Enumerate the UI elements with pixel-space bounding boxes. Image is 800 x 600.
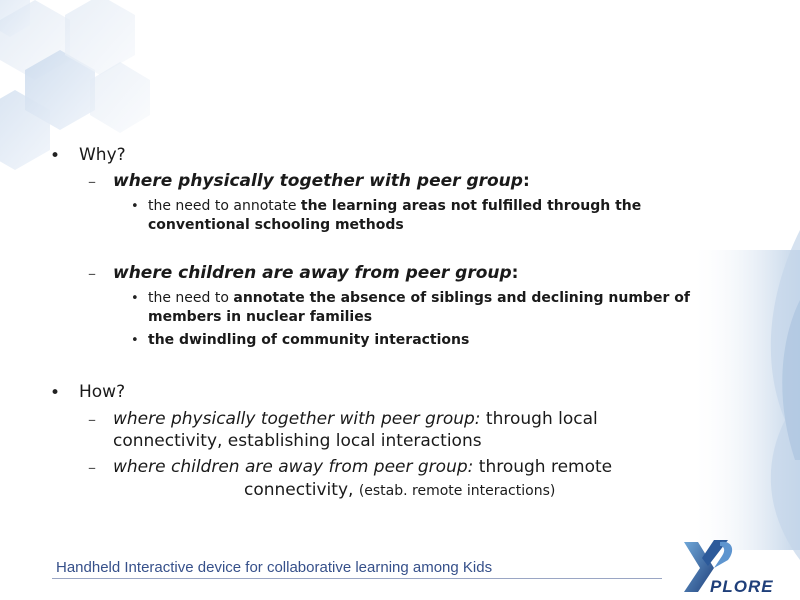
footer-divider <box>52 578 662 579</box>
xplore-logo <box>680 538 790 596</box>
dash-icon: – <box>88 264 96 283</box>
bullet-icon: • <box>131 291 139 306</box>
dash-icon: – <box>88 458 96 477</box>
why-item-away <box>113 262 713 284</box>
subitem-plain: the need to <box>148 290 234 306</box>
subitem-bold: the learning areas not fulfilled through the conventional schooling methods <box>148 198 642 233</box>
section-heading-how: How? <box>79 382 126 402</box>
why-subitem-annotate-learning <box>148 197 708 235</box>
dash-icon: – <box>88 172 96 191</box>
footer-title: Handheld Interactive device for collaborative learning among Kids <box>56 559 493 576</box>
bullet-icon: • <box>131 333 139 348</box>
subitem-plain: the need to annotate <box>148 198 301 214</box>
xplore-logo-icon <box>680 538 790 596</box>
logo-text: PLORE <box>710 577 774 596</box>
item-title: where physically together with peer group: <box>113 409 481 429</box>
subitem-bold: annotate the absence of siblings and declining number of members in nuclear families <box>148 290 690 325</box>
section-heading-why: Why? <box>79 145 126 165</box>
dash-icon: – <box>88 410 96 429</box>
bullet-icon: • <box>50 146 61 166</box>
why-subitem-community <box>148 331 748 350</box>
item-rest: connectivity, <box>244 480 359 500</box>
item-title: where children are away from peer group: <box>113 457 474 477</box>
item-title: where physically together with peer group <box>113 171 523 191</box>
item-title: where children are away from peer group <box>113 263 512 283</box>
bullet-icon: • <box>131 199 139 214</box>
why-subitem-annotate-absence <box>148 289 748 327</box>
how-item-together <box>113 408 673 452</box>
how-item-away <box>113 456 713 478</box>
bullet-icon: • <box>50 383 61 403</box>
item-colon: : <box>522 171 530 191</box>
item-colon: : <box>511 263 519 283</box>
item-rest: through local connectivity, establishing local interactions <box>113 409 598 451</box>
subitem-bold: the dwindling of community interactions <box>148 332 470 348</box>
how-item-away-continuation <box>244 479 694 502</box>
why-item-together <box>113 170 713 192</box>
item-rest: through remote <box>473 457 613 477</box>
item-parenthetical: (estab. remote interactions) <box>358 483 556 499</box>
